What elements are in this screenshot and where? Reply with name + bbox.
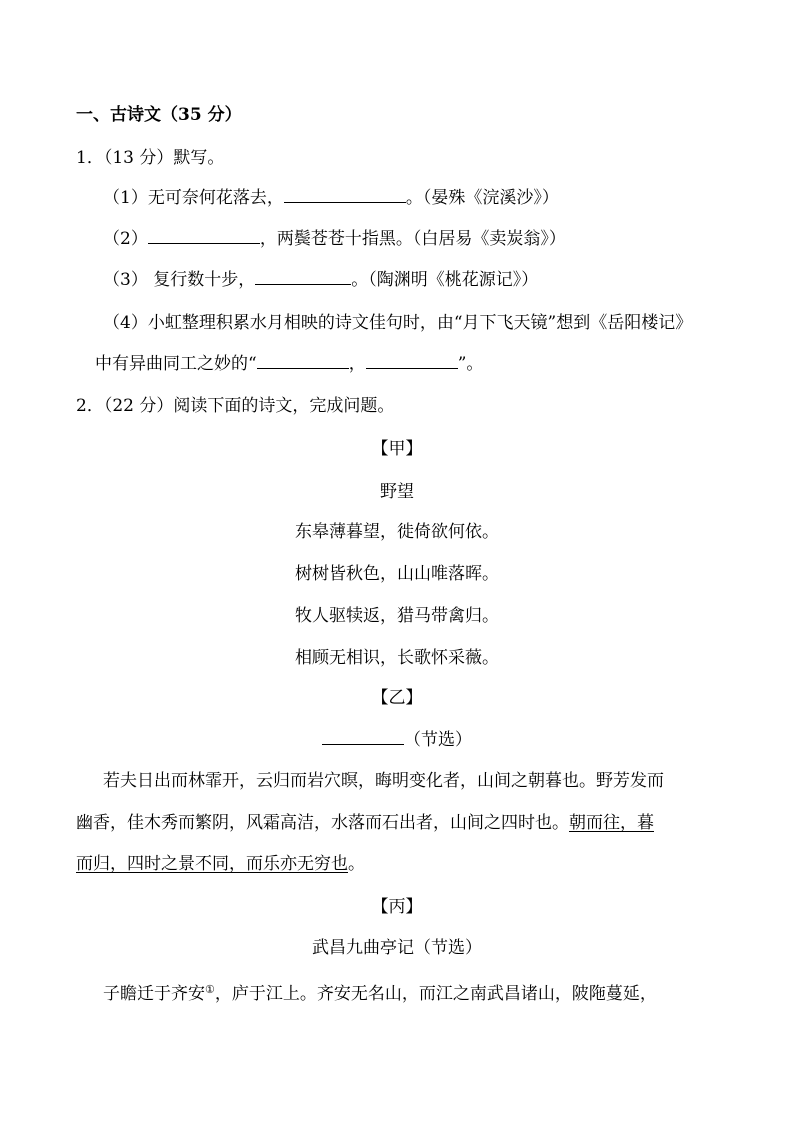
passage-bing-text-continued: ，庐于江上。齐安无名山，而江之南武昌诸山，陂陁蔓延， xyxy=(214,984,657,1004)
passage-jia-label: 【甲】 xyxy=(371,439,423,459)
underlined-sentence-part-1: 朝而往，暮 xyxy=(569,813,654,833)
q1-item-4-end: ”。 xyxy=(457,354,484,374)
q1-item-1-source: 。（晏殊《浣溪沙》） xyxy=(405,188,559,208)
passage-yi-title xyxy=(0,728,794,752)
footnote-marker: ① xyxy=(205,983,215,996)
q1-item-1-text: （1）无可奈何花落去， xyxy=(103,188,284,208)
poem-line: 牧人驱犊返，猎马带禽归。 xyxy=(295,606,499,626)
q1-item-3-text: （3） 复行数十步， xyxy=(103,270,256,290)
q1-item-4-line-2 xyxy=(95,352,483,376)
section-title: 一、古诗文（35 分） xyxy=(76,105,242,125)
passage-bing-para-line-1 xyxy=(103,978,657,1006)
passage-yi-label: 【乙】 xyxy=(371,688,423,708)
q1-item-3 xyxy=(103,268,538,292)
q1-item-3-source: 。（陶渊明《桃花源记》） xyxy=(351,270,539,290)
question-2-stem: 2．（22 分）阅读下面的诗文，完成问题。 xyxy=(76,396,395,416)
poem-line: 东皋薄暮望，徙倚欲何依。 xyxy=(295,522,499,542)
title-blank[interactable] xyxy=(322,728,404,745)
answer-blank[interactable] xyxy=(366,352,458,369)
q1-item-2-text: ，两鬓苍苍十指黑。（白居易《卖炭翁》） xyxy=(259,229,566,249)
passage-bing-title: 武昌九曲亭记（节选） xyxy=(312,938,482,958)
question-1-stem: 1．（13 分）默写。 xyxy=(76,148,225,168)
passage-yi-period: 。 xyxy=(348,854,365,874)
passage-yi-title-suffix: （节选） xyxy=(404,730,472,750)
q1-item-1 xyxy=(103,186,559,210)
passage-yi-text: 幽香，佳木秀而繁阴，风霜高洁，水落而石出者，山间之四时也。 xyxy=(76,813,569,833)
q1-item-2 xyxy=(103,227,566,251)
passage-bing-text: 子瞻迁于齐安 xyxy=(103,984,205,1004)
passage-yi-para-line-3 xyxy=(76,852,365,876)
answer-blank[interactable] xyxy=(148,227,260,244)
passage-bing-label: 【丙】 xyxy=(371,897,423,917)
answer-blank[interactable] xyxy=(284,186,406,203)
passage-yi-para-line-1: 若夫日出而林霏开，云归而岩穴暝，晦明变化者，山间之朝暮也。野芳发而 xyxy=(103,771,664,791)
q1-item-2-label: （2） xyxy=(103,229,148,249)
poem-line: 相顾无相识，长歌怀采薇。 xyxy=(295,648,499,668)
passage-yi-para-line-2 xyxy=(76,811,654,835)
q1-item-4-text: 中有异曲同工之妙的“ xyxy=(95,354,257,374)
poem-line: 树树皆秋色，山山唯落晖。 xyxy=(295,564,499,584)
q1-item-4-comma: ， xyxy=(348,354,366,374)
poem-title: 野望 xyxy=(380,482,414,502)
answer-blank[interactable] xyxy=(255,268,351,285)
underlined-sentence-part-2: 而归，四时之景不同，而乐亦无穷也 xyxy=(76,854,348,874)
answer-blank[interactable] xyxy=(257,352,349,369)
q1-item-4-line-1: （4）小虹整理积累水月相映的诗文佳句时，由“月下飞天镜”想到《岳阳楼记》 xyxy=(103,313,693,333)
